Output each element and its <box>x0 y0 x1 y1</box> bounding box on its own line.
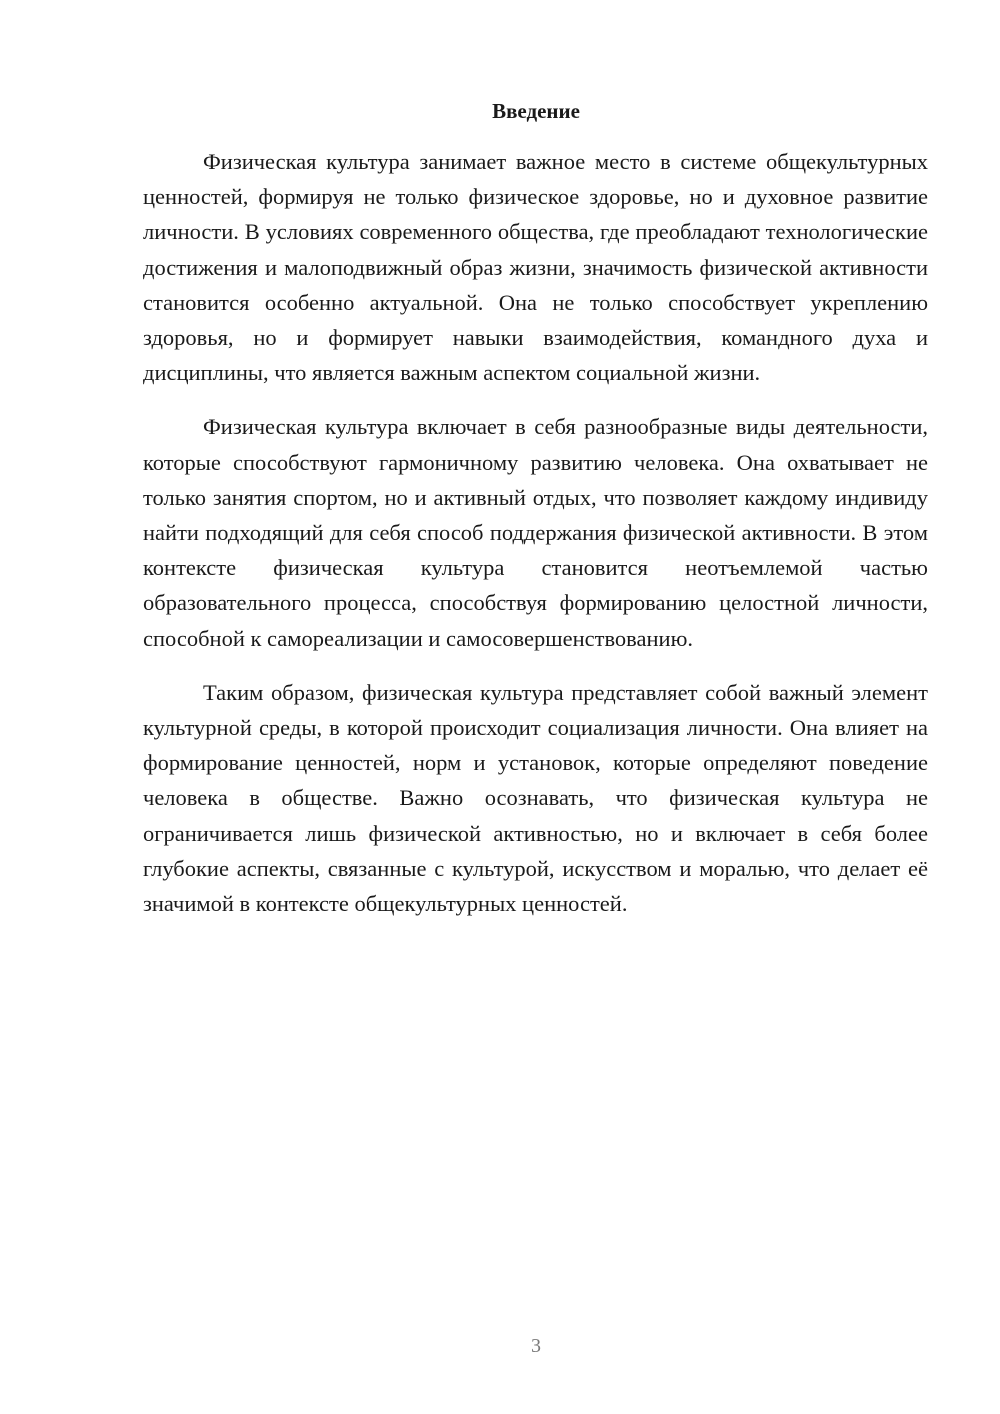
body-text <box>143 144 928 940</box>
section-heading: Введение <box>492 99 580 123</box>
paragraph-1: Физическая культура занимает важное место в системе общекультурных ценностей, формируя не только физическое здоровье, но и духовное развитие личности. В условиях современного общества, где преобладают технологические достижения и малоподвижный образ жизни, значимость физической активности становится особенно актуальной. Она не только способствует укреплению здоровья, но и формирует навыки взаимодействия, командного духа и дисциплины, что является важным аспектом социальной жизни. <box>143 149 928 386</box>
paragraph-3: Таким образом, физическая культура представляет собой важный элемент культурной среды, в которой происходит социализация личности. Она влияет на формирование ценностей, норм и установок, которые определяют поведение человека в обществе. Важно осознавать, что физическая культура не ограничивается лишь физической активностью, но и включает в себя более глубокие аспекты, связанные с культурой, искусством и моралью, что делает её значимой в контексте общекультурных ценностей. <box>143 679 928 917</box>
paragraph-2: Физическая культура включает в себя разнообразные виды деятельности, которые способствуют гармоничному развитию человека. Она охватывает не только занятия спортом, но и активный отдых, что позволяет каждому индивиду найти подходящий для себя способ поддержания физической активности. В этом контексте физическая культура становится неотъемлемой частью образовательного процесса, способствуя формированию целостной личности, способной к самореализации и самосовершенствованию. <box>143 414 928 651</box>
page-number: 3 <box>531 1335 541 1357</box>
